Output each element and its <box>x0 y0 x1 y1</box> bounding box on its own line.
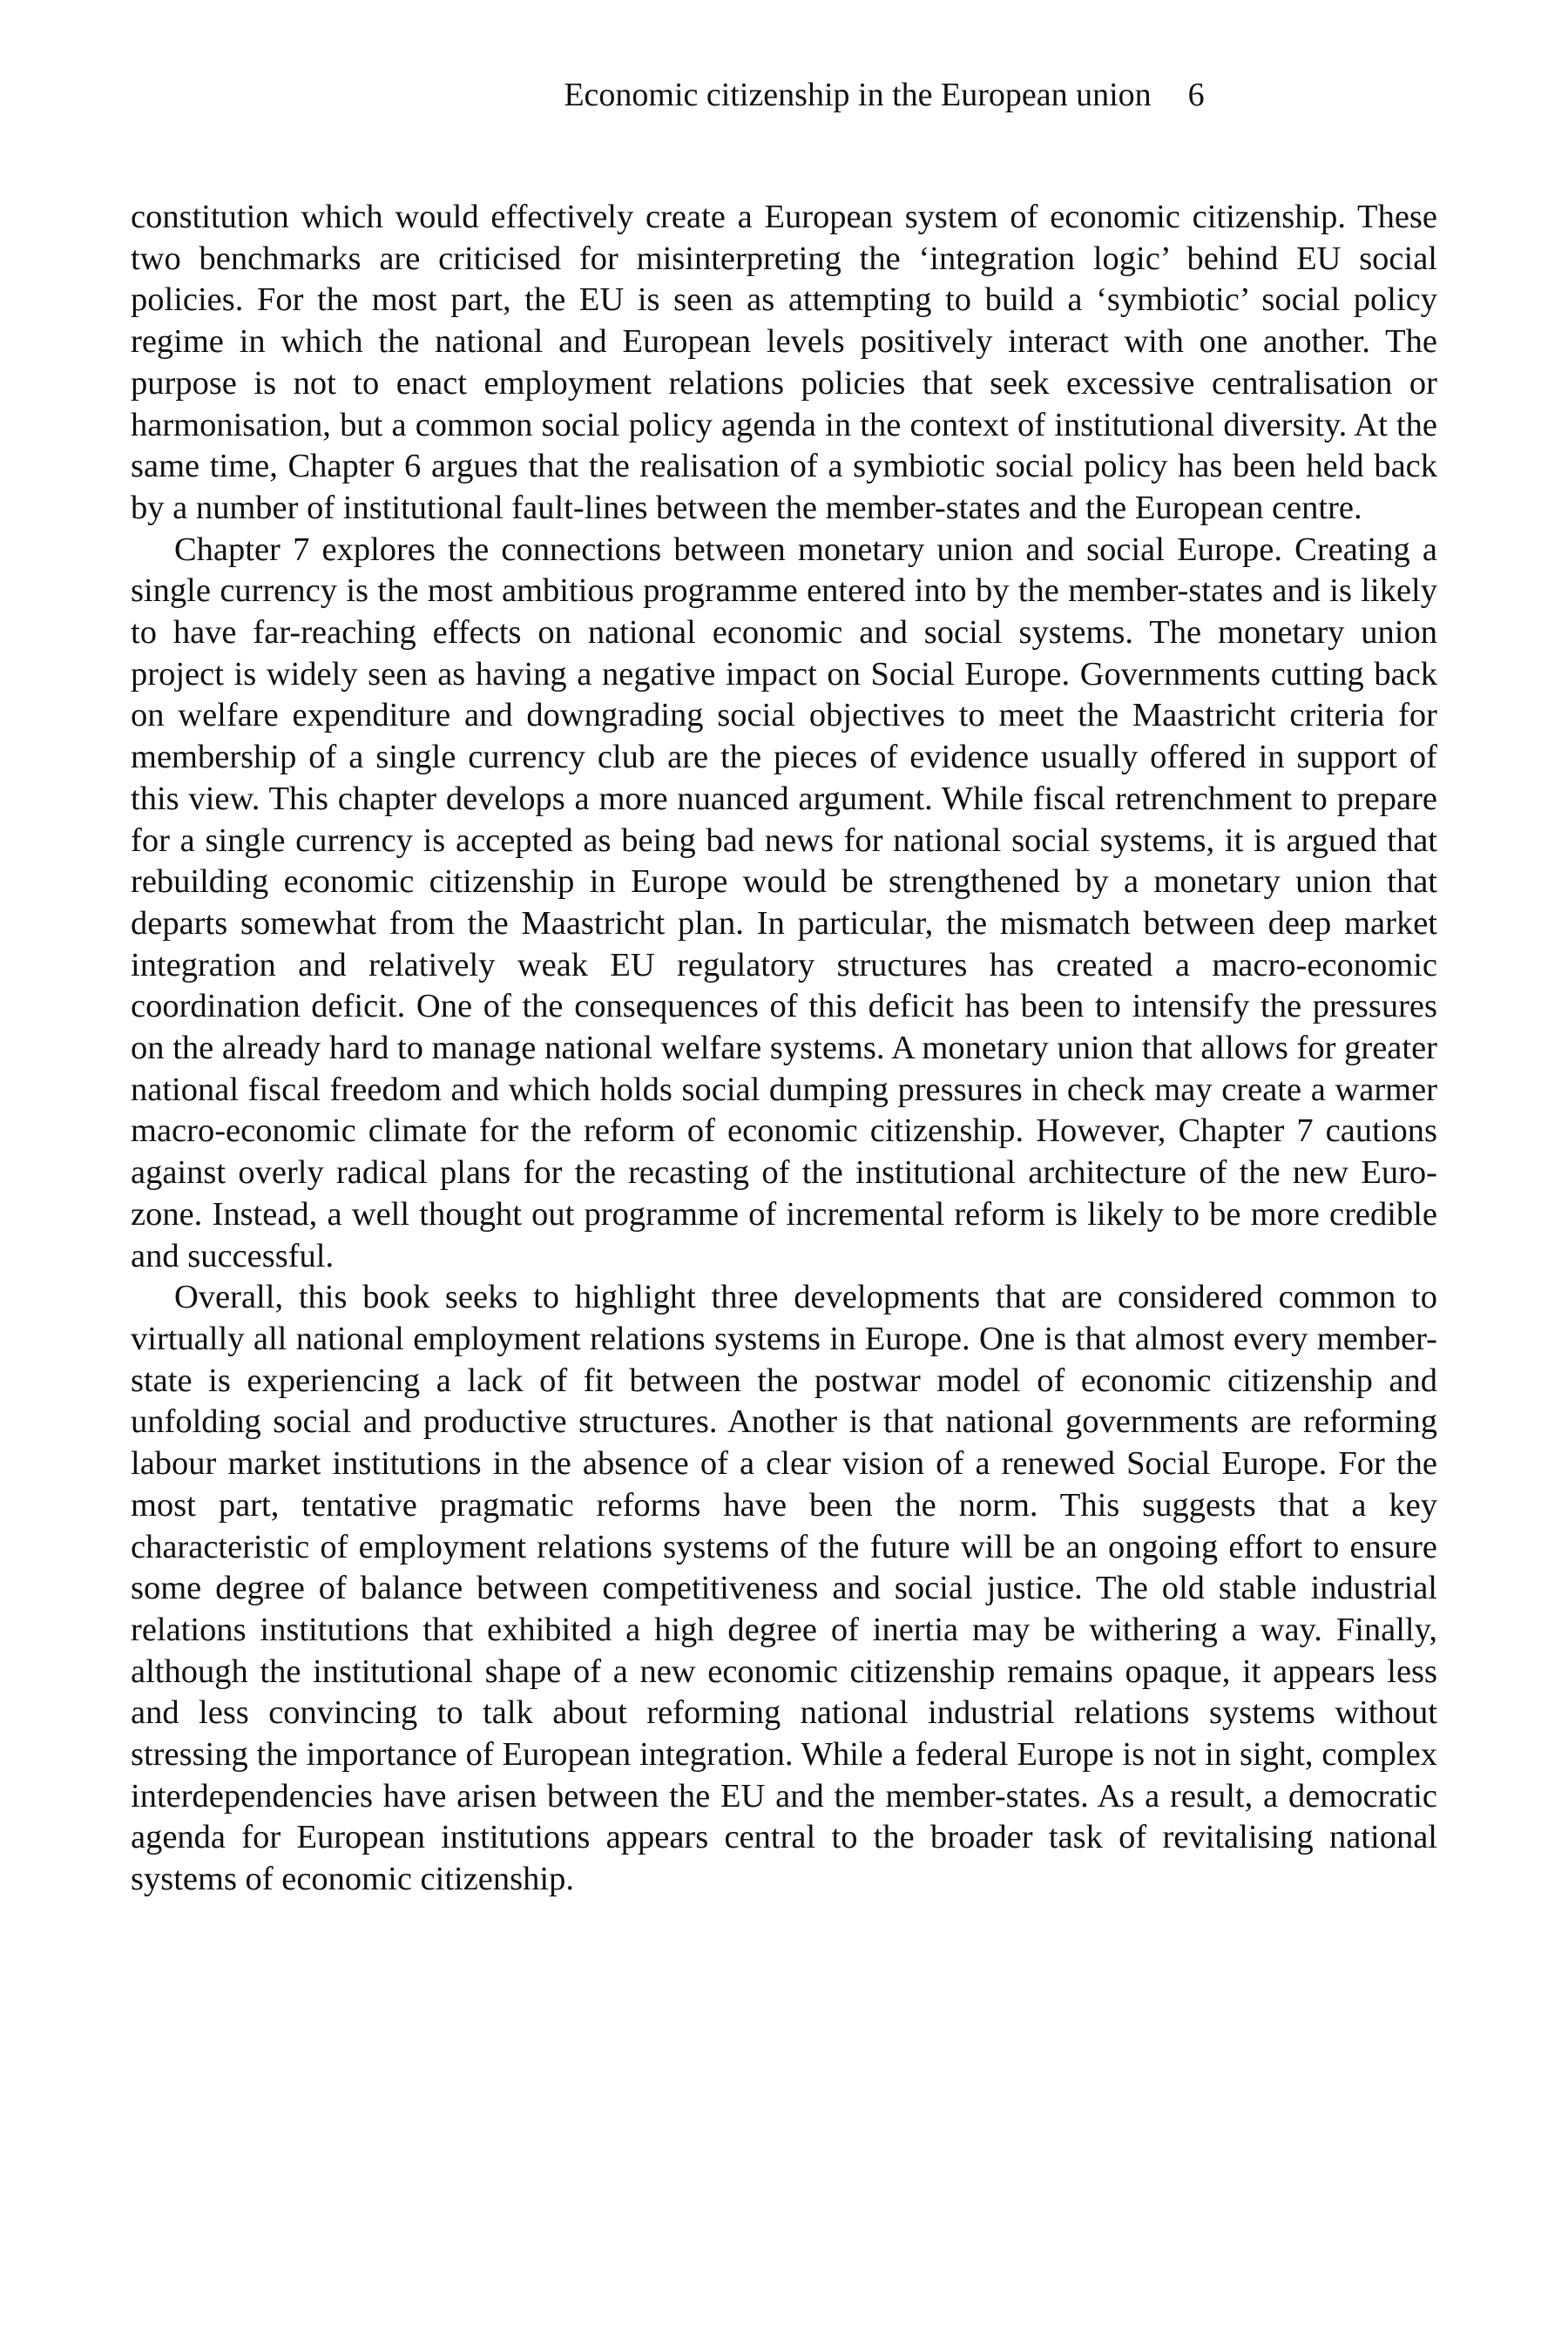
running-header <box>131 75 1437 115</box>
paragraph-overall: Overall, this book seeks to highlight three developments that are considered common to virtually all national employment relations systems in Europe. One is that almost every member-state is experiencing a lack of fit between the postwar model of economic citizenship and unfolding social and productive structures. Another is that national governments are reforming labour market institutions in the absence of a clear vision of a renewed Social Europe. For the most part, tentative pragmatic reforms have been the norm. This suggests that a key characteristic of employment relations systems of the future will be an ongoing effort to ensure some degree of balance between competitiveness and social justice. The old stable industrial relations institutions that exhibited a high degree of inertia may be withering a way. Finally, although the institutional shape of a new economic citizenship remains opaque, it appears less and less convincing to talk about reforming national industrial relations systems without stressing the importance of European integration. While a federal Europe is not in sight, complex interdependencies have arisen between the EU and the member-states. As a result, a democratic agenda for European institutions appears central to the broader task of revitalising national systems of economic citizenship. <box>131 1279 1437 1898</box>
paragraph-chapter-7: Chapter 7 explores the connections between monetary union and social Europe. Creating a single currency is the most ambitious programme entered into by the member-states and is likely to have far-reaching effects on national economic and social systems. The monetary union project is widely seen as having a negative impact on Social Europe. Governments cutting back on welfare expenditure and downgrading social objectives to meet the Maastricht criteria for membership of a single currency club are the pieces of evidence usually offered in support of this view. This chapter develops a more nuanced argument. While fiscal retrenchment to prepare for a single currency is accepted as being bad news for national social systems, it is argued that rebuilding economic citizenship in Europe would be strengthened by a monetary union that departs somewhat from the Maastricht plan. In particular, the mismatch between deep market integration and relatively weak EU regulatory structures has created a macro-economic coordination deficit. One of the consequences of this deficit has been to intensify the pressures on the already hard to manage national welfare systems. A monetary union that allows for greater national fiscal freedom and which holds social dumping pressures in check may create a warmer macro-economic climate for the reform of economic citizenship. However, Chapter 7 cautions against overly radical plans for the recasting of the institutional architecture of the new Euro-zone. Instead, a well thought out programme of incremental reform is likely to be more credible and successful. <box>131 531 1437 1274</box>
running-header-title: Economic citizenship in the European union <box>564 77 1152 113</box>
page-number: 6 <box>1187 77 1205 113</box>
body-text <box>131 197 1437 1901</box>
paragraph-continuation: constitution which would effectively create a European system of economic citizenship. These two benchmarks are criticised for misinterpreting the ‘integration logic’ behind EU social policies. For the most part, the EU is seen as attempting to build a ‘symbiotic’ social policy regime in which the national and European levels positively interact with one another. The purpose is not to enact employment relations policies that seek excessive centralisation or harmonisation, but a common social policy agenda in the context of institutional diversity. At the same time, Chapter 6 argues that the realisation of a symbiotic social policy has been held back by a number of institutional fault-lines between the member-states and the European centre. <box>131 199 1437 526</box>
